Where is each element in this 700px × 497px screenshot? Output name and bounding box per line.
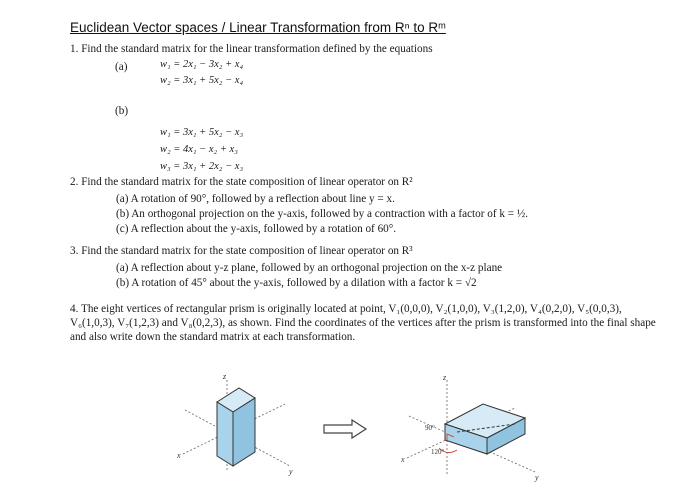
q1a-label: (a) [115, 61, 128, 73]
axis-y-label-right: y [535, 473, 539, 482]
axis-x-label-left: x [177, 451, 181, 460]
q1b-equation-3: w₃ = 3x₁ + 2x₂ − x₃ [160, 161, 244, 172]
q1a-equation-2: w₂ = 3x₁ + 5x₂ − x₄ [160, 75, 244, 86]
transform-arrow-icon [322, 418, 370, 440]
q2-item-a: (a) A rotation of 90°, followed by a reflection about line y = x. [116, 193, 395, 205]
axis-z-label-left: z [223, 372, 227, 381]
angle-90-label: 90° [425, 424, 435, 432]
q1b-equation-2: w₂ = 4x₁ − x₂ + x₃ [160, 144, 238, 155]
transformed-prism-figure [395, 372, 565, 482]
q1a-equation-1: w₁ = 2x₁ − 3x₂ + x₄ [160, 59, 244, 70]
axis-x-label-right: x [401, 455, 405, 464]
q2-item-c: (c) A reflection about the y-axis, followed by a rotation of 60°. [116, 223, 397, 235]
q2-prompt: 2. Find the standard matrix for the state composition of linear operator on R² [70, 176, 413, 188]
original-prism-figure [165, 370, 315, 482]
prism-original [217, 388, 255, 466]
q2-item-b: (b) An orthogonal projection on the y-axis, followed by a contraction with a factor of k = ½. [116, 208, 529, 220]
q3-item-b: (b) A rotation of 45° about the y-axis, followed by a dilation with a factor k = √2 [116, 277, 477, 289]
q1b-label: (b) [115, 105, 129, 117]
axis-z-label-right: z [443, 373, 447, 382]
q1b-equation-1: w₁ = 3x₁ + 5x₂ − x₃ [160, 127, 244, 138]
q3-prompt: 3. Find the standard matrix for the state composition of linear operator on R³ [70, 245, 413, 257]
q3-item-a: (a) A reflection about y-z plane, followed by an orthogonal projection on the x-z plane [116, 262, 503, 274]
q1-prompt: 1. Find the standard matrix for the linear transformation defined by the equations [70, 43, 433, 55]
q4-text: 4. The eight vertices of rectangular prism is originally located at point, V₁(0,0,0), V₂(1,0,0), V₃(1,2,0), V₄(0,2,0), V₅(0,0,3), V₆(1,0,3), V₇(1,2,3) and V₈(0,2,3), as shown. Find the coordinates of the vertices after the prism is transformed into the final shape and also write down the standard matrix at each transformation. [70, 303, 656, 343]
page-title: Euclidean Vector spaces / Linear Transformation from Rⁿ to Rᵐ [70, 20, 446, 35]
prism-transformed [445, 404, 525, 454]
angle-120-label: 120° [431, 448, 445, 456]
axis-y-label-left: y [289, 467, 293, 476]
